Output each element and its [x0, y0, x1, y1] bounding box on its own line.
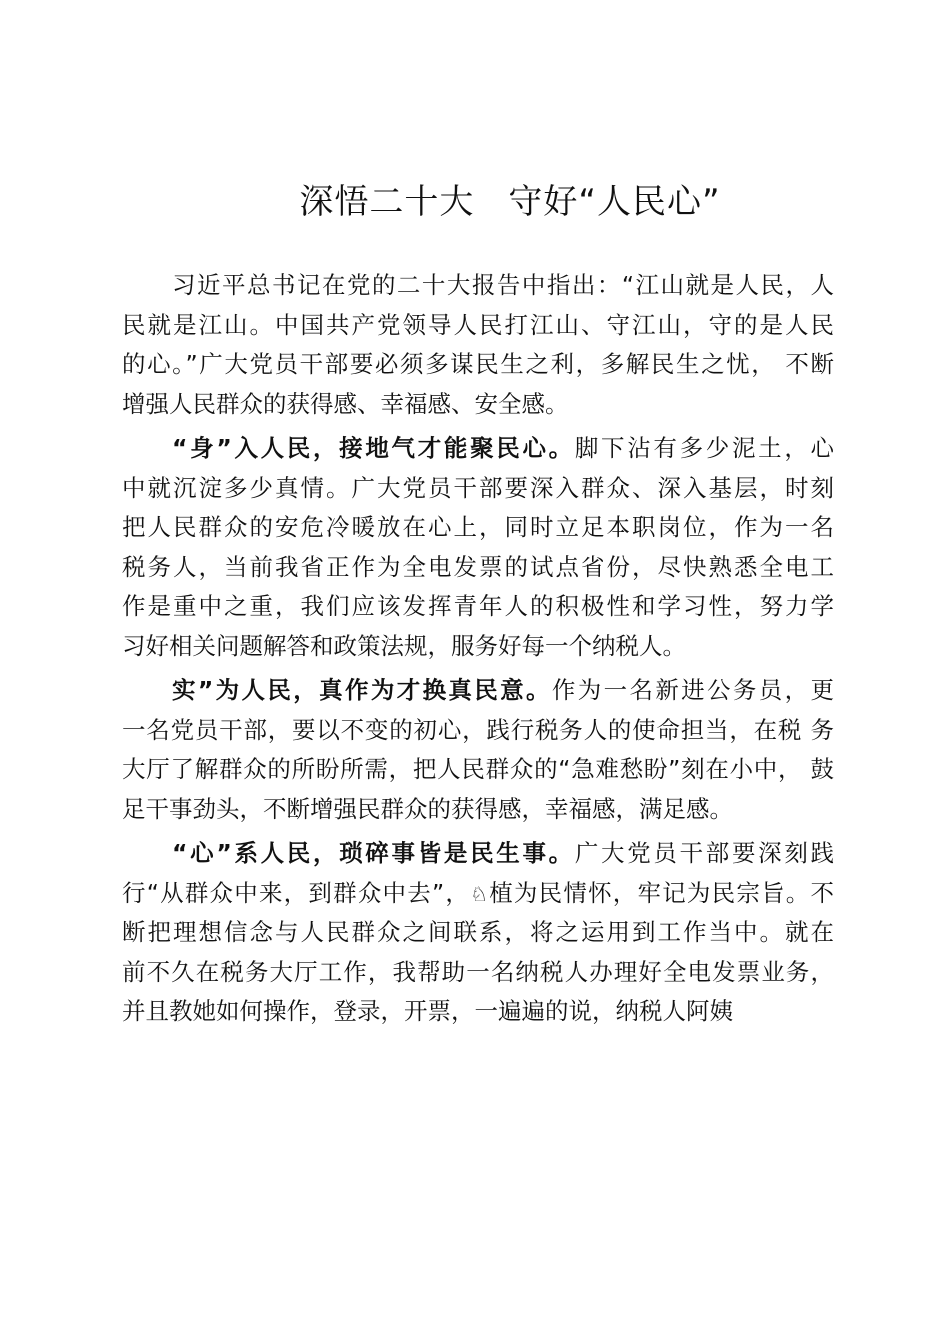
page-title	[0, 178, 950, 226]
paragraph-line: 断把理想信念与人民群众之间联系，将之运用到工作当中。就在	[122, 918, 834, 946]
paragraph-line: 习好相关问题解答和政策法规，服务好每一个纳税人。	[122, 631, 686, 660]
paragraph-line: 一名党员干部，要以不变的初心，践行税务人的使命担当，在税 务	[122, 715, 834, 744]
paragraph-first-line	[122, 671, 834, 711]
body-text	[122, 266, 834, 1037]
paragraph-line: 民就是江山。中国共产党领导人民打江山、守江山，守的是人民	[122, 310, 834, 339]
paragraph-line: 作是重中之重，我们应该发挥青年人的积极性和学习性，努力学	[122, 592, 834, 620]
paragraph-first-line	[122, 834, 834, 874]
paragraph-text: 广大党员干部要深刻践	[574, 839, 835, 867]
paragraph-line	[122, 874, 834, 914]
paragraph-lead: “心”系人民，琐碎事皆是民生事。	[172, 839, 575, 867]
paragraph-line: 并且教她如何操作，登录，开票，一遍遍的说，纳税人阿姨	[122, 997, 733, 1025]
paragraph-text: 作为一名新进公务员，更	[551, 676, 834, 704]
paragraph-line: 习近平总书记在党的二十大报告中指出：“江山就是人民，人	[172, 271, 834, 299]
paragraph-text: 植为民情怀，牢记为民宗旨。不	[488, 878, 834, 907]
paragraph-1	[122, 266, 834, 424]
title-part-1: 深悟二十大	[299, 182, 475, 222]
paragraph-text: 行“从群众中来，到群众中去”，	[122, 878, 471, 907]
paragraph-3	[122, 671, 834, 829]
paragraph-text: 脚下沾有多少泥土，心	[574, 434, 835, 462]
paragraph-line: 足干事劲头，不断增强民群众的获得感，幸福感，满足感。	[122, 794, 733, 823]
paragraph-line: 把人民群众的安危冷暖放在心上，同时立足本职岗位，作为一名	[122, 513, 834, 541]
knight-glyph-icon: ♘	[470, 881, 488, 906]
paragraph-first-line	[122, 429, 834, 469]
paragraph-line: 大厅了解群众的所盼所需，把人民群众的“急难愁盼”刻在小中， 鼓	[122, 755, 834, 783]
paragraph-lead: 实”为人民，真作为才换真民意。	[172, 676, 552, 704]
paragraph-lead: “身”入人民，接地气才能聚民心。	[172, 434, 575, 462]
paragraph-4	[122, 834, 834, 1032]
paragraph-line: 税务人，当前我省正作为全电发票的试点省份，尽快熟悉全电工	[122, 552, 834, 581]
title-part-2: 守好“人民心”	[508, 182, 721, 222]
paragraph-line: 前不久在税务大厅工作，我帮助一名纳税人办理好全电发票业务，	[122, 957, 834, 986]
paragraph-2	[122, 429, 834, 666]
paragraph-line: 的心。”广大党员干部要必须多谋民生之利，多解民生之忧， 不断	[122, 350, 834, 378]
paragraph-line: 增强人民群众的获得感、幸福感、安全感。	[122, 389, 569, 418]
paragraph-line: 中就沉淀多少真情。广大党员干部要深入群众、深入基层，时刻	[122, 473, 834, 502]
